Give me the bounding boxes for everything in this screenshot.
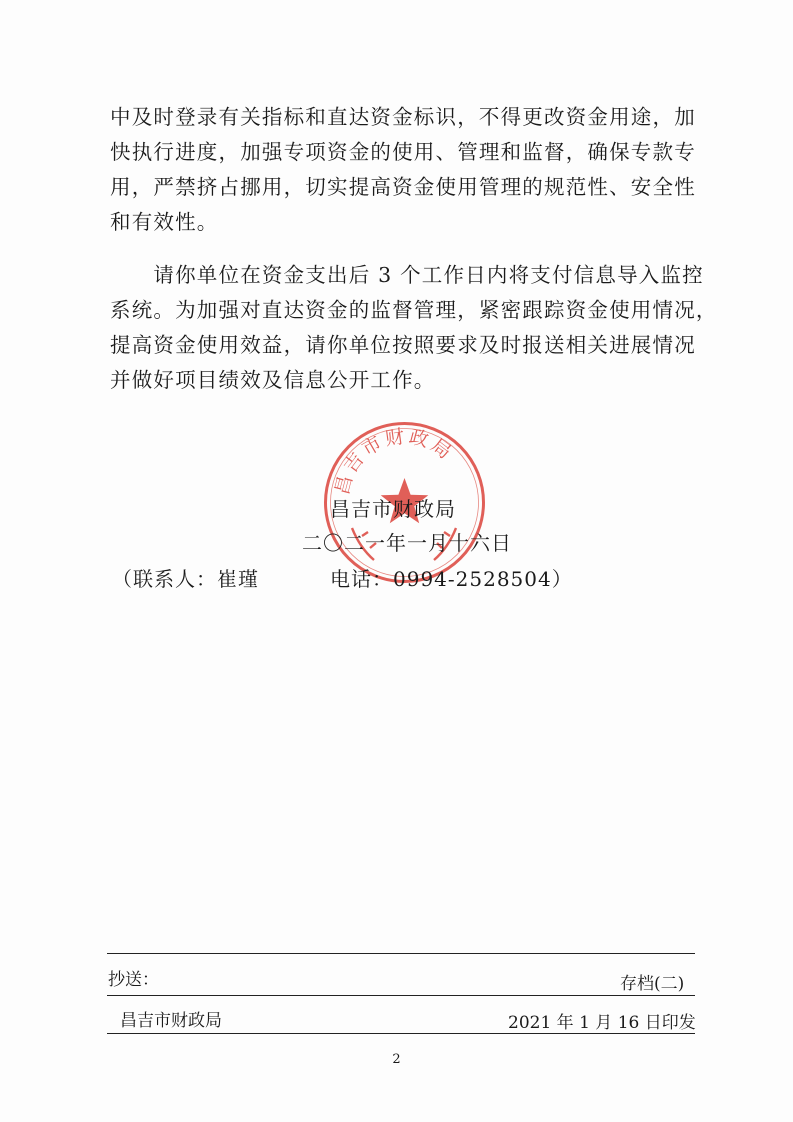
paragraph-line: 系统。为加强对直达资金的监督管理，紧密跟踪资金使用情况， [110,298,718,322]
paragraph-2 [110,258,718,398]
contact-person: （联系人：崔瑾 [112,567,259,591]
paragraph-1 [110,100,710,240]
paragraph-line: 提高资金使用效益，请你单位按照要求及时报送相关进展情况 [110,333,696,357]
paragraph-line: 和有效性。 [110,210,219,234]
footer-rule-middle [107,995,695,996]
page-number: 2 [392,1052,401,1067]
seal-text: 昌吉市财政局 [331,425,458,498]
paragraph-line: 并做好项目绩效及信息公开工作。 [110,368,436,392]
archive-label: 存档(二) [620,974,685,994]
paragraph-line: 快执行进度，加强专项资金的使用、管理和监督，确保专款专 [110,140,696,164]
paragraph-line: 用，严禁挤占挪用，切实提高资金使用管理的规范性、安全性 [110,175,696,199]
paragraph-line: 中及时登录有关指标和直达资金标识，不得更改资金用途，加 [110,105,696,129]
contact-info [112,563,573,592]
issuing-office: 昌吉市财政局 [120,1011,222,1031]
signing-organization: 昌吉市财政局 [330,497,456,521]
print-date: 2021 年 1 月 16 日印发 [508,1013,696,1033]
cc-label: 抄送： [108,970,159,990]
footer-rule-top [107,953,695,954]
paragraph-line: 请你单位在资金支出后 3 个工作日内将支付信息导入监控 [110,263,704,287]
footer-rule-bottom [107,1033,695,1034]
contact-phone: 电话：0994-2528504） [330,567,573,591]
signing-date: 二〇二一年一月十六日 [302,531,512,555]
